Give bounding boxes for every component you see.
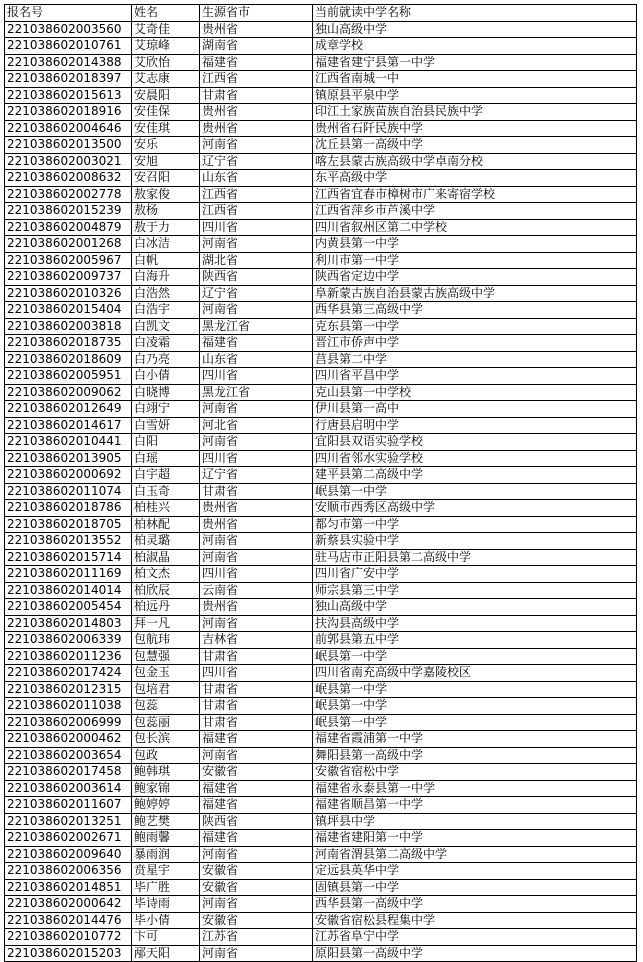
- school-cell: 喀左县蒙古族高级中学卓南分校: [313, 153, 637, 170]
- table-row: [5, 467, 637, 484]
- name-cell: 艾琼峰: [132, 38, 200, 55]
- school-cell: 沈丘县第一高级中学: [313, 137, 637, 154]
- province-cell: 四川省: [200, 450, 313, 467]
- school-cell: 固镇县第一中学: [313, 879, 637, 896]
- school-cell: 独山高级中学: [313, 21, 637, 38]
- table-row: [5, 401, 637, 418]
- name-cell: 白乃亮: [132, 351, 200, 368]
- school-cell: 安顺市西秀区高级中学: [313, 500, 637, 517]
- reg-number-cell: 221038602005967: [5, 252, 132, 269]
- reg-number-cell: 221038602015203: [5, 945, 132, 962]
- name-cell: 鲍雨馨: [132, 830, 200, 847]
- reg-number-cell: 221038602003818: [5, 318, 132, 335]
- reg-number-cell: 221038602017458: [5, 764, 132, 781]
- reg-number-cell: 221038602015404: [5, 302, 132, 319]
- table-row: [5, 714, 637, 731]
- reg-number-cell: 221038602018397: [5, 71, 132, 88]
- school-cell: 镇坪县中学: [313, 813, 637, 830]
- province-cell: 甘肃省: [200, 483, 313, 500]
- table-row: [5, 549, 637, 566]
- name-cell: 柏桂兴: [132, 500, 200, 517]
- province-cell: 江西省: [200, 186, 313, 203]
- name-cell: 白晓博: [132, 384, 200, 401]
- reg-number-cell: 221038602003654: [5, 747, 132, 764]
- school-cell: 成章学校: [313, 38, 637, 55]
- name-cell: 白浩然: [132, 285, 200, 302]
- province-cell: 河北省: [200, 417, 313, 434]
- table-row: [5, 285, 637, 302]
- province-cell: 四川省: [200, 665, 313, 682]
- name-cell: 安乐: [132, 137, 200, 154]
- table-row: [5, 302, 637, 319]
- province-cell: 河南省: [200, 846, 313, 863]
- name-cell: 鲍韩琪: [132, 764, 200, 781]
- name-cell: 白浩宇: [132, 302, 200, 319]
- school-cell: 原阳县第一高级中学: [313, 945, 637, 962]
- school-cell: 四川省邻水实验学校: [313, 450, 637, 467]
- province-cell: 福建省: [200, 54, 313, 71]
- name-cell: 安晨阳: [132, 87, 200, 104]
- table-row: [5, 203, 637, 220]
- name-cell: 鲍婷婷: [132, 797, 200, 814]
- reg-number-cell: 221038602009062: [5, 384, 132, 401]
- province-cell: 贵州省: [200, 599, 313, 616]
- school-cell: 阜新蒙古族自治县蒙古族高级中学: [313, 285, 637, 302]
- school-cell: 福建省顺昌第一中学: [313, 797, 637, 814]
- province-cell: 河南省: [200, 549, 313, 566]
- table-row: [5, 731, 637, 748]
- school-cell: 江西省萍乡市芦溪中学: [313, 203, 637, 220]
- school-cell: 晋江市侨声中学: [313, 335, 637, 352]
- name-cell: 安佳琪: [132, 120, 200, 137]
- table-row: [5, 863, 637, 880]
- name-cell: 鲍艺樊: [132, 813, 200, 830]
- province-cell: 甘肃省: [200, 681, 313, 698]
- school-cell: 岷县第一中学: [313, 681, 637, 698]
- name-cell: 柏淑晶: [132, 549, 200, 566]
- province-cell: 安徽省: [200, 863, 313, 880]
- school-cell: 江西省宜春市樟树市广来寄宿学校: [313, 186, 637, 203]
- header-province: 生源省市: [200, 5, 313, 22]
- school-cell: 四川省广安中学: [313, 566, 637, 583]
- table-row: [5, 71, 637, 88]
- school-cell: 师宗县第三中学: [313, 582, 637, 599]
- table-body: [5, 21, 637, 962]
- school-cell: 岷县第一中学: [313, 698, 637, 715]
- province-cell: 贵州省: [200, 120, 313, 137]
- name-cell: 暴雨润: [132, 846, 200, 863]
- table-row: [5, 21, 637, 38]
- reg-number-cell: 221038602014476: [5, 912, 132, 929]
- table-row: [5, 533, 637, 550]
- header-school: 当前就读中学名称: [313, 5, 637, 22]
- province-cell: 江苏省: [200, 929, 313, 946]
- reg-number-cell: 221038602018735: [5, 335, 132, 352]
- reg-number-cell: 221038602015239: [5, 203, 132, 220]
- name-cell: 白海升: [132, 269, 200, 286]
- name-cell: 白雪妍: [132, 417, 200, 434]
- table-row: [5, 219, 637, 236]
- table-row: [5, 500, 637, 517]
- table-row: [5, 813, 637, 830]
- school-cell: 贵州省石阡民族中学: [313, 120, 637, 137]
- school-cell: 河南省渭县第二高级中学: [313, 846, 637, 863]
- reg-number-cell: 221038602011607: [5, 797, 132, 814]
- name-cell: 卞可: [132, 929, 200, 946]
- province-cell: 辽宁省: [200, 153, 313, 170]
- province-cell: 四川省: [200, 566, 313, 583]
- reg-number-cell: 221038602004879: [5, 219, 132, 236]
- table-row: [5, 318, 637, 335]
- table-row: [5, 252, 637, 269]
- reg-number-cell: 221038602010761: [5, 38, 132, 55]
- name-cell: 敖家俊: [132, 186, 200, 203]
- province-cell: 甘肃省: [200, 698, 313, 715]
- reg-number-cell: 221038602004646: [5, 120, 132, 137]
- reg-number-cell: 221038602013251: [5, 813, 132, 830]
- province-cell: 黑龙江省: [200, 318, 313, 335]
- name-cell: 柏文杰: [132, 566, 200, 583]
- reg-number-cell: 221038602018916: [5, 104, 132, 121]
- name-cell: 白凌霜: [132, 335, 200, 352]
- province-cell: 贵州省: [200, 500, 313, 517]
- table-row: [5, 335, 637, 352]
- reg-number-cell: 221038602015714: [5, 549, 132, 566]
- table-row: [5, 450, 637, 467]
- reg-number-cell: 221038602014388: [5, 54, 132, 71]
- province-cell: 福建省: [200, 780, 313, 797]
- province-cell: 江西省: [200, 71, 313, 88]
- reg-number-cell: 221038602000642: [5, 896, 132, 913]
- name-cell: 包航玮: [132, 632, 200, 649]
- table-row: [5, 434, 637, 451]
- header-reg-number: 报名号: [5, 5, 132, 22]
- name-cell: 柏远丹: [132, 599, 200, 616]
- name-cell: 柏林配: [132, 516, 200, 533]
- name-cell: 包蕊: [132, 698, 200, 715]
- name-cell: 柏灵璐: [132, 533, 200, 550]
- school-cell: 伊川县第一高中: [313, 401, 637, 418]
- province-cell: 山东省: [200, 351, 313, 368]
- name-cell: 鲍家锦: [132, 780, 200, 797]
- school-cell: 安徽省宿松中学: [313, 764, 637, 781]
- school-cell: 福建省霞浦第一中学: [313, 731, 637, 748]
- school-cell: 宜阳县双语实验学校: [313, 434, 637, 451]
- reg-number-cell: 221038602018705: [5, 516, 132, 533]
- school-cell: 建平县第二高级中学: [313, 467, 637, 484]
- table-row: [5, 797, 637, 814]
- school-cell: 四川省叙州区第二中学校: [313, 219, 637, 236]
- school-cell: 江苏省阜宁中学: [313, 929, 637, 946]
- table-row: [5, 912, 637, 929]
- school-cell: 莒县第二中学: [313, 351, 637, 368]
- reg-number-cell: 221038602018609: [5, 351, 132, 368]
- reg-number-cell: 221038602002671: [5, 830, 132, 847]
- reg-number-cell: 221038602006356: [5, 863, 132, 880]
- name-cell: 白冰洁: [132, 236, 200, 253]
- province-cell: 河南省: [200, 533, 313, 550]
- name-cell: 白玉奇: [132, 483, 200, 500]
- reg-number-cell: 221038602010772: [5, 929, 132, 946]
- province-cell: 湖南省: [200, 38, 313, 55]
- school-cell: 印江土家族苗族自治县民族中学: [313, 104, 637, 121]
- name-cell: 敖于力: [132, 219, 200, 236]
- school-cell: 安徽省宿松县程集中学: [313, 912, 637, 929]
- province-cell: 辽宁省: [200, 285, 313, 302]
- name-cell: 毕小倩: [132, 912, 200, 929]
- province-cell: 四川省: [200, 219, 313, 236]
- school-cell: 岷县第一中学: [313, 483, 637, 500]
- table-row: [5, 269, 637, 286]
- name-cell: 白瑶: [132, 450, 200, 467]
- table-row: [5, 582, 637, 599]
- reg-number-cell: 221038602001268: [5, 236, 132, 253]
- table-row: [5, 153, 637, 170]
- reg-number-cell: 221038602009640: [5, 846, 132, 863]
- name-cell: 白宇超: [132, 467, 200, 484]
- school-cell: 东平高级中学: [313, 170, 637, 187]
- province-cell: 河南省: [200, 896, 313, 913]
- province-cell: 辽宁省: [200, 467, 313, 484]
- province-cell: 河南省: [200, 615, 313, 632]
- reg-number-cell: 221038602006339: [5, 632, 132, 649]
- table-row: [5, 681, 637, 698]
- school-cell: 都匀市第一中学: [313, 516, 637, 533]
- school-cell: 定远县英华中学: [313, 863, 637, 880]
- name-cell: 白凯文: [132, 318, 200, 335]
- name-cell: 包慧强: [132, 648, 200, 665]
- school-cell: 舞阳县第一高级中学: [313, 747, 637, 764]
- province-cell: 贵州省: [200, 104, 313, 121]
- school-cell: 江西省南城一中: [313, 71, 637, 88]
- table-row: [5, 38, 637, 55]
- school-cell: 西华县第一高级中学: [313, 896, 637, 913]
- reg-number-cell: 221038602014851: [5, 879, 132, 896]
- school-cell: 四川省平昌中学: [313, 368, 637, 385]
- school-cell: 驻马店市正阳县第二高级中学: [313, 549, 637, 566]
- name-cell: 艾奇佳: [132, 21, 200, 38]
- school-cell: 福建省建宁县第一中学: [313, 54, 637, 71]
- name-cell: 包金玉: [132, 665, 200, 682]
- province-cell: 河南省: [200, 747, 313, 764]
- school-cell: 克东县第一中学: [313, 318, 637, 335]
- province-cell: 河南省: [200, 945, 313, 962]
- name-cell: 柏欣辰: [132, 582, 200, 599]
- province-cell: 贵州省: [200, 516, 313, 533]
- reg-number-cell: 221038602005951: [5, 368, 132, 385]
- province-cell: 湖北省: [200, 252, 313, 269]
- name-cell: 安召阳: [132, 170, 200, 187]
- table-row: [5, 846, 637, 863]
- reg-number-cell: 221038602018786: [5, 500, 132, 517]
- province-cell: 甘肃省: [200, 87, 313, 104]
- table-row: [5, 632, 637, 649]
- reg-number-cell: 221038602012649: [5, 401, 132, 418]
- table-row: [5, 483, 637, 500]
- school-cell: 扶沟县高级中学: [313, 615, 637, 632]
- name-cell: 拜一凡: [132, 615, 200, 632]
- province-cell: 黑龙江省: [200, 384, 313, 401]
- name-cell: 白翊宁: [132, 401, 200, 418]
- reg-number-cell: 221038602010441: [5, 434, 132, 451]
- reg-number-cell: 221038602003021: [5, 153, 132, 170]
- reg-number-cell: 221038602014014: [5, 582, 132, 599]
- table-row: [5, 599, 637, 616]
- province-cell: 福建省: [200, 797, 313, 814]
- header-name: 姓名: [132, 5, 200, 22]
- table-row: [5, 929, 637, 946]
- province-cell: 云南省: [200, 582, 313, 599]
- table-row: [5, 87, 637, 104]
- province-cell: 河南省: [200, 302, 313, 319]
- province-cell: 甘肃省: [200, 714, 313, 731]
- name-cell: 白帆: [132, 252, 200, 269]
- name-cell: 安佳保: [132, 104, 200, 121]
- school-cell: 克山县第一中学校: [313, 384, 637, 401]
- table-row: [5, 351, 637, 368]
- table-row: [5, 648, 637, 665]
- province-cell: 贵州省: [200, 21, 313, 38]
- table-row: [5, 54, 637, 71]
- table-row: [5, 698, 637, 715]
- reg-number-cell: 221038602010326: [5, 285, 132, 302]
- table-row: [5, 417, 637, 434]
- province-cell: 山东省: [200, 170, 313, 187]
- province-cell: 安徽省: [200, 879, 313, 896]
- header-row: [5, 5, 637, 22]
- province-cell: 甘肃省: [200, 648, 313, 665]
- reg-number-cell: 221038602014803: [5, 615, 132, 632]
- reg-number-cell: 221038602000462: [5, 731, 132, 748]
- table-row: [5, 368, 637, 385]
- reg-number-cell: 221038602003614: [5, 780, 132, 797]
- province-cell: 福建省: [200, 335, 313, 352]
- name-cell: 白小倩: [132, 368, 200, 385]
- province-cell: 吉林省: [200, 632, 313, 649]
- school-cell: 新蔡县实验中学: [313, 533, 637, 550]
- name-cell: 毕广胜: [132, 879, 200, 896]
- table-row: [5, 236, 637, 253]
- table-row: [5, 384, 637, 401]
- school-cell: 内黄县第一中学: [313, 236, 637, 253]
- table-row: [5, 104, 637, 121]
- reg-number-cell: 221038602013905: [5, 450, 132, 467]
- school-cell: 独山高级中学: [313, 599, 637, 616]
- table-row: [5, 945, 637, 962]
- table-row: [5, 780, 637, 797]
- province-cell: 河南省: [200, 401, 313, 418]
- name-cell: 毕诗雨: [132, 896, 200, 913]
- table-row: [5, 879, 637, 896]
- reg-number-cell: 221038602011236: [5, 648, 132, 665]
- school-cell: 岷县第一中学: [313, 714, 637, 731]
- reg-number-cell: 221038602015613: [5, 87, 132, 104]
- province-cell: 陕西省: [200, 269, 313, 286]
- table-row: [5, 764, 637, 781]
- province-cell: 福建省: [200, 731, 313, 748]
- province-cell: 河南省: [200, 434, 313, 451]
- reg-number-cell: 221038602000692: [5, 467, 132, 484]
- name-cell: 安旭: [132, 153, 200, 170]
- student-table: [4, 4, 637, 962]
- name-cell: 贲星宇: [132, 863, 200, 880]
- table-row: [5, 896, 637, 913]
- table-row: [5, 186, 637, 203]
- name-cell: 邴天阳: [132, 945, 200, 962]
- table-row: [5, 170, 637, 187]
- school-cell: 岷县第一中学: [313, 648, 637, 665]
- school-cell: 四川省南充高级中学嘉陵校区: [313, 665, 637, 682]
- reg-number-cell: 221038602011074: [5, 483, 132, 500]
- name-cell: 包长滨: [132, 731, 200, 748]
- province-cell: 河南省: [200, 236, 313, 253]
- reg-number-cell: 221038602011169: [5, 566, 132, 583]
- province-cell: 安徽省: [200, 912, 313, 929]
- reg-number-cell: 221038602003560: [5, 21, 132, 38]
- reg-number-cell: 221038602002778: [5, 186, 132, 203]
- school-cell: 福建省建阳第一中学: [313, 830, 637, 847]
- province-cell: 福建省: [200, 830, 313, 847]
- name-cell: 艾欣怡: [132, 54, 200, 71]
- table-row: [5, 615, 637, 632]
- reg-number-cell: 221038602014617: [5, 417, 132, 434]
- name-cell: 艾志康: [132, 71, 200, 88]
- school-cell: 利川市第一中学: [313, 252, 637, 269]
- province-cell: 安徽省: [200, 764, 313, 781]
- name-cell: 敖杨: [132, 203, 200, 220]
- province-cell: 四川省: [200, 368, 313, 385]
- school-cell: 镇原县平泉中学: [313, 87, 637, 104]
- table-row: [5, 120, 637, 137]
- name-cell: 包蕊丽: [132, 714, 200, 731]
- school-cell: 陕西省定边中学: [313, 269, 637, 286]
- table-row: [5, 830, 637, 847]
- name-cell: 包培君: [132, 681, 200, 698]
- reg-number-cell: 221038602009737: [5, 269, 132, 286]
- school-cell: 行唐县启明中学: [313, 417, 637, 434]
- table-row: [5, 137, 637, 154]
- reg-number-cell: 221038602013500: [5, 137, 132, 154]
- table-row: [5, 516, 637, 533]
- table-row: [5, 747, 637, 764]
- province-cell: 河南省: [200, 137, 313, 154]
- reg-number-cell: 221038602005454: [5, 599, 132, 616]
- name-cell: 白阳: [132, 434, 200, 451]
- table-row: [5, 665, 637, 682]
- reg-number-cell: 221038602017424: [5, 665, 132, 682]
- reg-number-cell: 221038602013552: [5, 533, 132, 550]
- school-cell: 西华县第三高级中学: [313, 302, 637, 319]
- reg-number-cell: 221038602011038: [5, 698, 132, 715]
- province-cell: 陕西省: [200, 813, 313, 830]
- reg-number-cell: 221038602006999: [5, 714, 132, 731]
- reg-number-cell: 221038602008632: [5, 170, 132, 187]
- school-cell: 福建省永泰县第一中学: [313, 780, 637, 797]
- province-cell: 江西省: [200, 203, 313, 220]
- table-row: [5, 566, 637, 583]
- name-cell: 包政: [132, 747, 200, 764]
- reg-number-cell: 221038602012315: [5, 681, 132, 698]
- school-cell: 前郭县第五中学: [313, 632, 637, 649]
